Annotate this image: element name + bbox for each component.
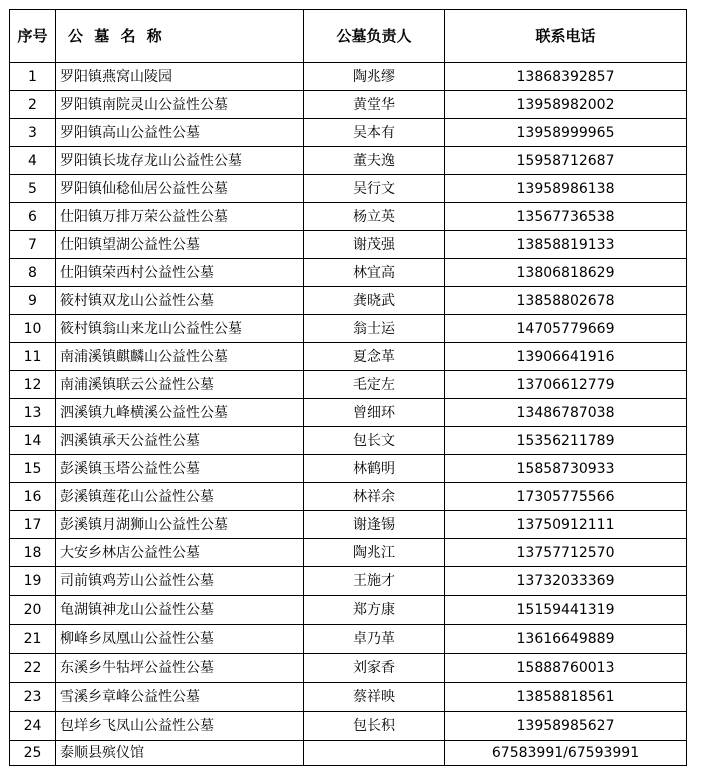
person-in-charge-cell	[304, 741, 445, 766]
contact-phone-cell: 15958712687	[445, 147, 687, 175]
table-row	[10, 175, 687, 203]
person-in-charge-cell: 陶兆缪	[304, 63, 445, 91]
serial-number-cell: 8	[10, 259, 56, 287]
serial-number-cell: 14	[10, 427, 56, 455]
table-row	[10, 91, 687, 119]
serial-number-cell: 24	[10, 712, 56, 741]
cemetery-name-cell: 泰顺县殡仪馆	[56, 741, 304, 766]
person-in-charge-cell: 刘家香	[304, 654, 445, 683]
table-row	[10, 259, 687, 287]
table-row	[10, 399, 687, 427]
cemetery-name-cell: 筱村镇翁山来龙山公益性公墓	[56, 315, 304, 343]
cemetery-name-cell: 东溪乡牛牯坪公益性公墓	[56, 654, 304, 683]
contact-phone-cell: 15858730933	[445, 455, 687, 483]
serial-number-cell: 4	[10, 147, 56, 175]
cemetery-name-cell: 泗溪镇九峰横溪公益性公墓	[56, 399, 304, 427]
header-person-in-charge: 公墓负责人	[304, 10, 445, 63]
serial-number-cell: 22	[10, 654, 56, 683]
contact-phone-cell: 13706612779	[445, 371, 687, 399]
serial-number-cell: 23	[10, 683, 56, 712]
serial-number-cell: 1	[10, 63, 56, 91]
serial-number-cell: 16	[10, 483, 56, 511]
cemetery-name-cell: 大安乡林店公益性公墓	[56, 539, 304, 567]
contact-phone-cell: 17305775566	[445, 483, 687, 511]
header-cemetery-name: 公 墓 名 称	[56, 10, 304, 63]
cemetery-name-cell: 包垟乡飞凤山公益性公墓	[56, 712, 304, 741]
table-row	[10, 63, 687, 91]
serial-number-cell: 12	[10, 371, 56, 399]
contact-phone-cell: 13486787038	[445, 399, 687, 427]
table-body	[10, 63, 687, 766]
person-in-charge-cell: 谢茂强	[304, 231, 445, 259]
person-in-charge-cell: 翁士运	[304, 315, 445, 343]
cemetery-name-cell: 罗阳镇高山公益性公墓	[56, 119, 304, 147]
cemetery-name-cell: 罗阳镇长垅存龙山公益性公墓	[56, 147, 304, 175]
cemetery-name-cell: 柳峰乡凤凰山公益性公墓	[56, 625, 304, 654]
serial-number-cell: 10	[10, 315, 56, 343]
table-row	[10, 119, 687, 147]
table-row	[10, 539, 687, 567]
person-in-charge-cell: 卓乃革	[304, 625, 445, 654]
cemetery-contact-table	[9, 9, 687, 766]
table-row	[10, 712, 687, 741]
person-in-charge-cell: 黄堂华	[304, 91, 445, 119]
contact-phone-cell: 15159441319	[445, 596, 687, 625]
table-row	[10, 511, 687, 539]
contact-phone-cell: 13858802678	[445, 287, 687, 315]
cemetery-name-cell: 南浦溪镇联云公益性公墓	[56, 371, 304, 399]
cemetery-name-cell: 龟湖镇神龙山公益性公墓	[56, 596, 304, 625]
person-in-charge-cell: 毛定左	[304, 371, 445, 399]
cemetery-name-cell: 仕阳镇万排万荣公益性公墓	[56, 203, 304, 231]
cemetery-name-cell: 仕阳镇荣西村公益性公墓	[56, 259, 304, 287]
person-in-charge-cell: 包长积	[304, 712, 445, 741]
serial-number-cell: 15	[10, 455, 56, 483]
person-in-charge-cell: 董夫逸	[304, 147, 445, 175]
serial-number-cell: 5	[10, 175, 56, 203]
contact-phone-cell: 13868392857	[445, 63, 687, 91]
cemetery-name-cell: 筱村镇双龙山公益性公墓	[56, 287, 304, 315]
contact-phone-cell: 14705779669	[445, 315, 687, 343]
person-in-charge-cell: 林宜高	[304, 259, 445, 287]
table-row	[10, 371, 687, 399]
cemetery-name-cell: 仕阳镇望湖公益性公墓	[56, 231, 304, 259]
cemetery-name-cell: 泗溪镇承天公益性公墓	[56, 427, 304, 455]
table-row	[10, 287, 687, 315]
serial-number-cell: 20	[10, 596, 56, 625]
serial-number-cell: 3	[10, 119, 56, 147]
cemetery-name-cell: 司前镇鸡芳山公益性公墓	[56, 567, 304, 596]
cemetery-name-cell: 彭溪镇玉塔公益性公墓	[56, 455, 304, 483]
cemetery-name-cell: 雪溪乡章峰公益性公墓	[56, 683, 304, 712]
cemetery-name-cell: 彭溪镇莲花山公益性公墓	[56, 483, 304, 511]
serial-number-cell: 9	[10, 287, 56, 315]
cemetery-name-cell: 罗阳镇仙稔仙居公益性公墓	[56, 175, 304, 203]
table-row	[10, 231, 687, 259]
person-in-charge-cell: 蔡祥映	[304, 683, 445, 712]
person-in-charge-cell: 林鹤明	[304, 455, 445, 483]
serial-number-cell: 19	[10, 567, 56, 596]
cemetery-name-cell: 彭溪镇月湖狮山公益性公墓	[56, 511, 304, 539]
table-row	[10, 741, 687, 766]
contact-phone-cell: 13806818629	[445, 259, 687, 287]
contact-phone-cell: 15888760013	[445, 654, 687, 683]
person-in-charge-cell: 夏念革	[304, 343, 445, 371]
serial-number-cell: 17	[10, 511, 56, 539]
serial-number-cell: 2	[10, 91, 56, 119]
contact-phone-cell: 15356211789	[445, 427, 687, 455]
cemetery-name-cell: 南浦溪镇麒麟山公益性公墓	[56, 343, 304, 371]
person-in-charge-cell: 林祥余	[304, 483, 445, 511]
table-row	[10, 315, 687, 343]
contact-phone-cell: 13958986138	[445, 175, 687, 203]
table-row	[10, 567, 687, 596]
contact-phone-cell: 13858818561	[445, 683, 687, 712]
contact-phone-cell: 13732033369	[445, 567, 687, 596]
table-row	[10, 596, 687, 625]
contact-phone-cell: 13616649889	[445, 625, 687, 654]
table-row	[10, 683, 687, 712]
person-in-charge-cell: 包长文	[304, 427, 445, 455]
person-in-charge-cell: 谢逢锡	[304, 511, 445, 539]
contact-phone-cell: 13567736538	[445, 203, 687, 231]
person-in-charge-cell: 陶兆江	[304, 539, 445, 567]
contact-phone-cell: 13958985627	[445, 712, 687, 741]
contact-phone-cell: 13757712570	[445, 539, 687, 567]
table-row	[10, 203, 687, 231]
person-in-charge-cell: 王施才	[304, 567, 445, 596]
person-in-charge-cell: 郑方康	[304, 596, 445, 625]
table-row	[10, 483, 687, 511]
cemetery-name-cell: 罗阳镇燕窝山陵园	[56, 63, 304, 91]
table-row	[10, 455, 687, 483]
table-row	[10, 343, 687, 371]
table-row	[10, 147, 687, 175]
serial-number-cell: 13	[10, 399, 56, 427]
cemetery-name-cell: 罗阳镇南院灵山公益性公墓	[56, 91, 304, 119]
serial-number-cell: 11	[10, 343, 56, 371]
serial-number-cell: 6	[10, 203, 56, 231]
person-in-charge-cell: 龚晓武	[304, 287, 445, 315]
person-in-charge-cell: 杨立英	[304, 203, 445, 231]
table-row	[10, 427, 687, 455]
serial-number-cell: 7	[10, 231, 56, 259]
contact-phone-cell: 13906641916	[445, 343, 687, 371]
contact-phone-cell: 13958982002	[445, 91, 687, 119]
serial-number-cell: 21	[10, 625, 56, 654]
serial-number-cell: 18	[10, 539, 56, 567]
header-contact-phone: 联系电话	[445, 10, 687, 63]
table-header-row	[10, 10, 687, 63]
table-row	[10, 654, 687, 683]
contact-phone-cell: 13858819133	[445, 231, 687, 259]
table-row	[10, 625, 687, 654]
person-in-charge-cell: 吴本有	[304, 119, 445, 147]
header-serial-number: 序号	[10, 10, 56, 63]
contact-phone-cell: 13750912111	[445, 511, 687, 539]
contact-phone-cell: 67583991/67593991	[445, 741, 687, 766]
contact-phone-cell: 13958999965	[445, 119, 687, 147]
person-in-charge-cell: 曾细环	[304, 399, 445, 427]
person-in-charge-cell: 吴行文	[304, 175, 445, 203]
serial-number-cell: 25	[10, 741, 56, 766]
